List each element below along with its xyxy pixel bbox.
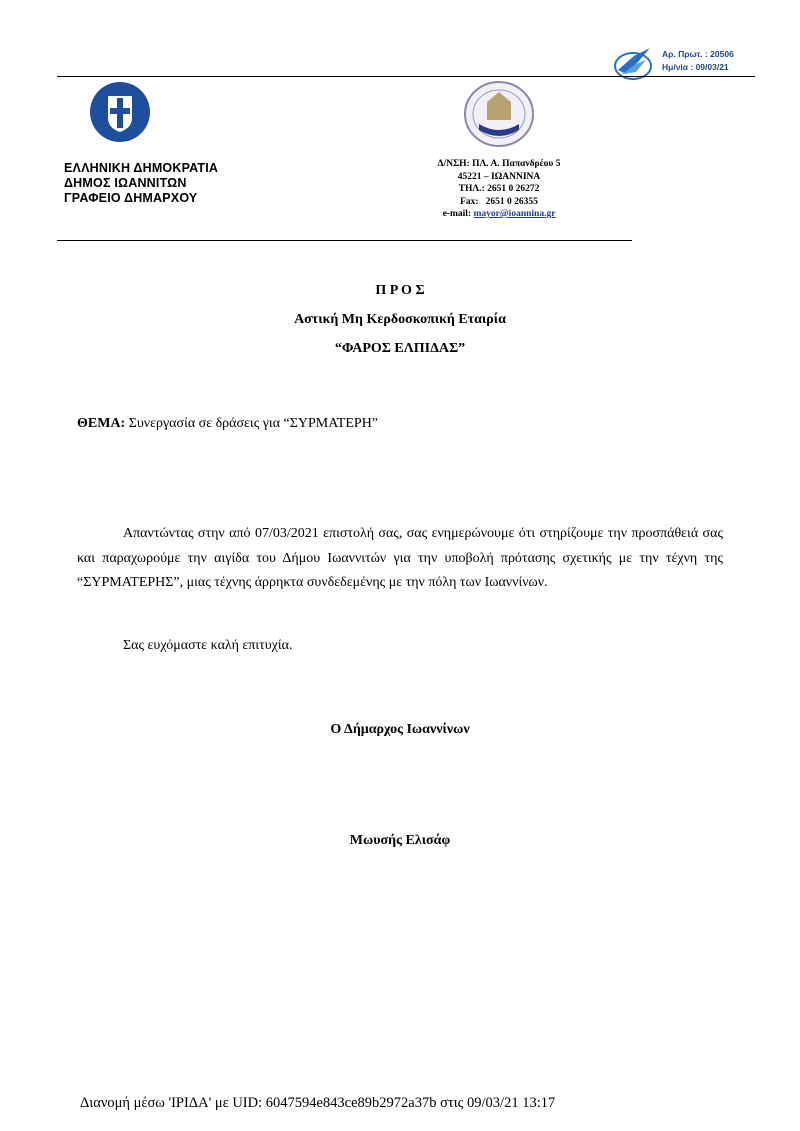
email-link[interactable]: mayor@ioannina.gr (473, 209, 556, 219)
contact-postal: 45221 – ΙΩΑΝΝΙΝΑ (457, 171, 541, 182)
header-divider-top (57, 76, 755, 77)
body-paragraph-1: Απαντώντας στην από 07/03/2021 επιστολή σας, σας ενημερώνουμε ότι στηρίζουμε την προσπάθειά σας και παραχωρούμε την αιγίδα του Δήμου Ιωαννιτών για την υποβολή πρότασης σχετικής με την τέχνη της “ΣΥΡΜΑΤΕΡΗΣ”, μιας τέχνης άρρηκτα συνδεδεμένης με την πόλη των Ιωαννίνων. (77, 526, 723, 590)
email-label: e-mail: (442, 209, 474, 219)
municipality-seal-icon (463, 80, 535, 148)
contact-phone: ΤΗΛ.: 2651 0 26272 (458, 184, 540, 194)
subject-label: ΘΕΜΑ: (77, 416, 126, 431)
header-divider-bottom (57, 240, 632, 241)
contact-address: Δ/ΝΣΗ: ΠΛ. Α. Παπανδρέου 5 (437, 159, 561, 169)
distribution-footer: Διανομή μέσω 'ΙΡΙΔΑ' με UID: 6047594e843ce89b2972a37b στις 09/03/21 13:17 (80, 1095, 556, 1111)
issuer-header (64, 161, 218, 206)
issuer-line-2: ΔΗΜΟΣ ΙΩΑΝΝΙΤΩΝ (64, 176, 187, 190)
recipient-to: Π Ρ Ο Σ (375, 283, 425, 298)
subject-text: Συνεργασία σε δράσεις για “ΣΥΡΜΑΤΕΡΗ” (125, 416, 379, 431)
recipient-org: Αστική Μη Κερδοσκοπική Εταιρία (294, 312, 506, 327)
subject-line (77, 416, 378, 432)
contact-fax: Fax: 2651 0 26355 (460, 196, 538, 207)
protocol-date: Ημ/νία : 09/03/21 (662, 62, 729, 72)
issuer-line-1: ΕΛΛΗΝΙΚΗ ΔΗΜΟΚΡΑΤΙΑ (64, 161, 219, 175)
protocol-stamp (662, 48, 734, 74)
recipient-name: “ΦΑΡΟΣ ΕΛΠΙΔΑΣ” (334, 341, 466, 356)
signatory-title: Ο Δήμαρχος Ιωαννίνων (330, 722, 470, 737)
signatory-name: Μωυσής Ελισάφ (349, 833, 451, 848)
coat-of-arms-icon (88, 80, 152, 144)
contact-info (405, 158, 593, 221)
contact-email-line (405, 208, 593, 221)
protocol-number: Αρ. Πρωτ. : 20506 (662, 49, 734, 59)
issuer-line-3: ΓΡΑΦΕΙΟ ΔΗΜΑΡΧΟΥ (64, 191, 198, 205)
recipient-block (0, 276, 800, 363)
body-paragraph-2: Σας ευχόμαστε καλή επιτυχία. (123, 638, 293, 653)
